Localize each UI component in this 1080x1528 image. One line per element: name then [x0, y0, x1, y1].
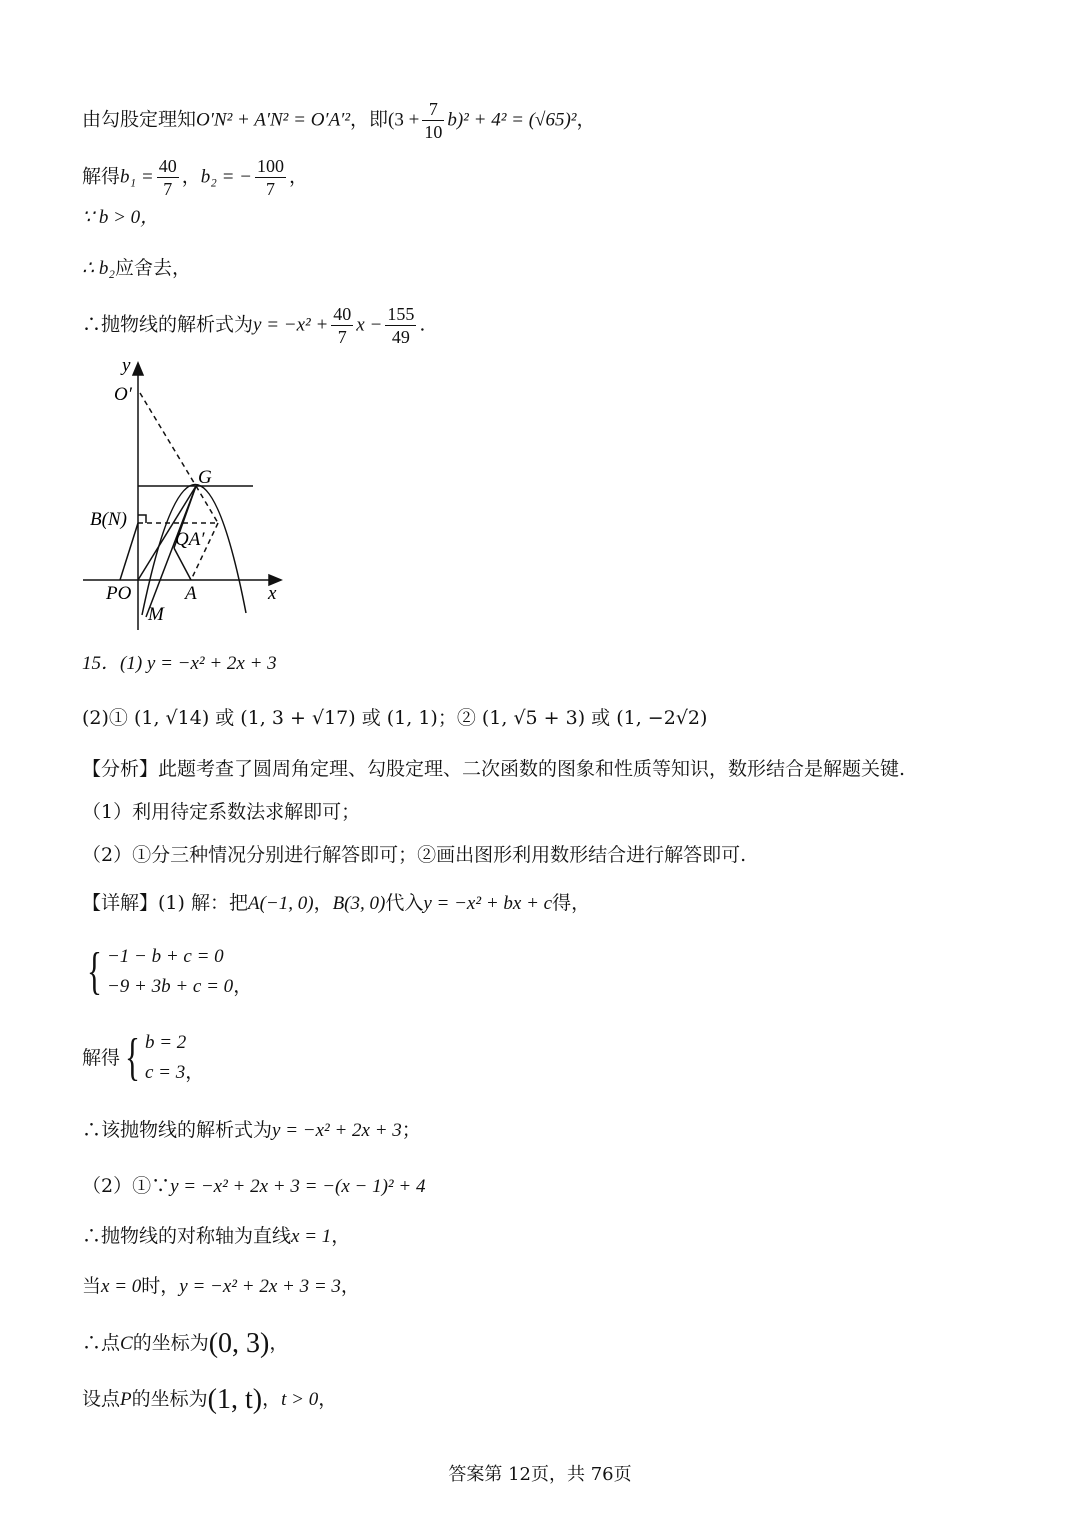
- analysis-2: （2）①分三种情况分别进行解答即可；②画出图形利用数形结合进行解答即可.: [82, 844, 747, 866]
- system-row: b = 2: [144, 1032, 187, 1053]
- label-Q-A-prime: QA′: [175, 529, 205, 550]
- text: 的坐标为: [131, 1388, 208, 1410]
- denominator: 49: [391, 327, 410, 347]
- text: ，即: [350, 108, 389, 131]
- numerator: 40: [333, 304, 352, 324]
- text: 解得: [82, 1047, 121, 1069]
- equation: y = −x² + 2x + 3 = 3: [179, 1276, 341, 1297]
- text: ∴抛物线的解析式为: [82, 313, 254, 336]
- fraction: [331, 303, 353, 348]
- numerator: 7: [422, 98, 444, 121]
- text: ，: [313, 892, 333, 914]
- point-label: P: [120, 1389, 132, 1410]
- line-BP: [120, 523, 138, 580]
- equation-system-2: [82, 1028, 204, 1088]
- page-footer: 答案第 12页，共 76页: [448, 1464, 632, 1485]
- analysis-1: （1）利用待定系数法求解即可；: [82, 801, 361, 823]
- text: 应舍去，: [114, 257, 191, 279]
- numerator: 100: [256, 156, 284, 176]
- brace: {: [86, 943, 102, 1000]
- text: ，: [269, 1332, 289, 1354]
- text: （2）①∵: [82, 1175, 171, 1197]
- numerator: 155: [387, 304, 415, 324]
- line-axis: [82, 1224, 350, 1249]
- equation: y = −x² +: [253, 314, 329, 336]
- text: 解得: [82, 165, 121, 188]
- detail-line: [82, 891, 590, 916]
- point-label: C: [120, 1333, 133, 1354]
- text: ∴抛物线的对称轴为直线: [82, 1225, 292, 1247]
- system-row-text: c = 3: [144, 1062, 186, 1083]
- system-rows: [107, 942, 252, 1002]
- text: ，: [340, 1275, 360, 1297]
- fraction: [157, 155, 179, 200]
- line-point-P: [82, 1384, 338, 1415]
- label-O-prime: O′: [114, 384, 132, 405]
- coordinate: (0, 3): [208, 1328, 270, 1359]
- text: 的坐标为: [132, 1332, 209, 1354]
- right-angle-mark: [138, 515, 146, 523]
- text: ，: [331, 1225, 351, 1247]
- equation: O′N² + A′N² = O′A′²: [196, 109, 351, 131]
- system-row-text: −9 + 3b + c = 0: [106, 976, 234, 997]
- equation: (3 +: [388, 109, 420, 131]
- line-b2-discard: [82, 256, 191, 281]
- fraction: [255, 155, 286, 200]
- line-vertex-form: [82, 1174, 425, 1199]
- text: ，: [318, 1388, 338, 1410]
- denominator: 10: [424, 122, 443, 142]
- equation-system-1: [82, 942, 252, 1002]
- text: 时，: [141, 1275, 180, 1297]
- label-M: M: [148, 604, 164, 625]
- equation: b₁ =: [120, 166, 154, 188]
- analysis: 【分析】此题考查了圆周角定理、勾股定理、二次函数的图象和性质等知识，数形结合是解题关键.: [82, 758, 906, 780]
- fraction: [385, 303, 416, 348]
- coordinate: (1, t): [207, 1384, 263, 1415]
- equation: x −: [356, 314, 383, 336]
- label-y: y: [122, 355, 131, 376]
- equation: y = −x² + 2x + 3: [272, 1120, 402, 1141]
- answer-15-2: (2)① (1, √14) 或 (1, 3 + √17) 或 (1, 1)；② (1, √5 + 3) 或 (1, −2√2): [82, 707, 708, 729]
- point-B: B(3, 0): [332, 893, 386, 914]
- equation: x = 0: [101, 1276, 142, 1297]
- numerator: 40: [158, 156, 177, 176]
- line-parabola-final: [82, 1118, 421, 1143]
- equation: y = −x² + bx + c: [423, 893, 553, 914]
- text: 当: [82, 1275, 102, 1297]
- system-row: [107, 972, 252, 1002]
- text: ，: [262, 1388, 282, 1410]
- answer-15-1: 15．(1) y = −x² + 2x + 3: [82, 653, 277, 674]
- label-x: x: [268, 583, 277, 604]
- denominator: 7: [163, 179, 173, 199]
- denominator: 7: [265, 179, 275, 199]
- label-B-N: B(N): [90, 509, 127, 530]
- system-rows: [145, 1028, 204, 1088]
- text: 【详解】(1) 解：把: [82, 892, 248, 914]
- equation: b)² + 4² = (√65)²: [447, 109, 577, 131]
- y-axis-arrow: [133, 363, 143, 375]
- text: 由勾股定理知: [82, 108, 197, 131]
- text: ；: [401, 1119, 421, 1141]
- point-A: A(−1, 0): [247, 893, 314, 914]
- text: 代入: [385, 892, 424, 914]
- dashed-line: [140, 393, 196, 486]
- line-point-C: [82, 1328, 289, 1359]
- equation: y = −x² + 2x + 3 = −(x − 1)² + 4: [170, 1176, 426, 1197]
- line-x-zero: [82, 1274, 360, 1299]
- text: ，: [288, 165, 308, 188]
- denominator: 7: [337, 327, 347, 347]
- label-G: G: [198, 467, 212, 488]
- line-solve-b: [82, 155, 308, 200]
- text: ，: [576, 108, 596, 131]
- text: .: [419, 313, 426, 336]
- text: ，: [233, 976, 253, 997]
- text: ∴该抛物线的解析式为: [82, 1119, 273, 1141]
- line-b-positive: ∵ b > 0，: [82, 207, 160, 228]
- text: 设点: [82, 1388, 121, 1410]
- system-row: [145, 1058, 204, 1088]
- fraction: [422, 98, 444, 143]
- system-row: −1 − b + c = 0: [106, 946, 224, 967]
- text: 得，: [552, 892, 591, 914]
- equation: b₂ = −: [200, 166, 252, 188]
- condition: t > 0: [281, 1389, 319, 1410]
- label-P-O: PO: [106, 583, 132, 604]
- text: ∴点: [82, 1332, 121, 1354]
- equation: x = 1: [291, 1226, 332, 1247]
- text: ，: [185, 1062, 205, 1083]
- line-pythagoras: [82, 98, 596, 143]
- label-A: A: [185, 583, 197, 604]
- line-QA: [174, 548, 191, 580]
- equation: ∴ b₂: [82, 258, 115, 279]
- line-parabola-expression: [82, 303, 425, 348]
- text: ，: [181, 165, 201, 188]
- brace: {: [125, 1029, 140, 1086]
- geometry-figure: [78, 355, 298, 635]
